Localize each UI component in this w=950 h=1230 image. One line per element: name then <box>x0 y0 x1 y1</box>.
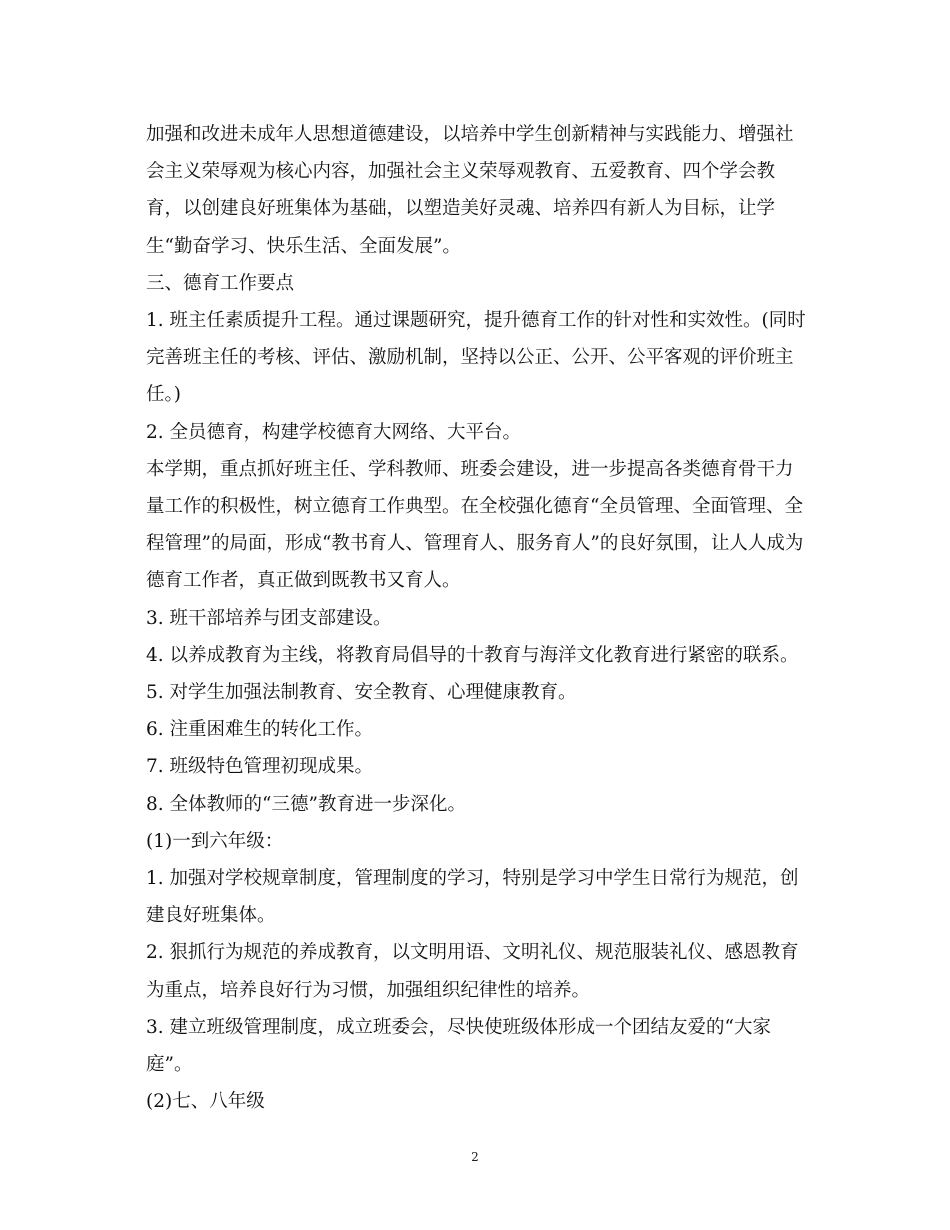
list-item-2: 2. 全员德育，构建学校德育大网络、大平台。 <box>146 421 522 443</box>
list-item-3: 3. 班干部培养与团支部建设。 <box>146 607 392 629</box>
subheading-grades-1-6: (1)一到六年级： <box>146 830 284 852</box>
list-item-8: 8. 全体教师的“三德”教育进一步深化。 <box>146 793 466 815</box>
list-item-5: 5. 对学生加强法制教育、安全教育、心理健康教育。 <box>146 682 577 704</box>
grade-item-1: 1. 加强对学校规章制度，管理制度的学习，特别是学习中学生日常行为规范，创建良好班集体。 <box>146 868 799 927</box>
section-heading-moral-education-points: 三、德育工作要点 <box>146 272 295 294</box>
list-item-4: 4. 以养成教育为主线，将教育局倡导的十教育与海洋文化教育进行紧密的联系。 <box>146 644 799 666</box>
subheading-grades-7-8: (2)七、八年级 <box>146 1091 265 1113</box>
list-item-6: 6. 注重困难生的转化工作。 <box>146 719 374 741</box>
list-item-7: 7. 班级特色管理初现成果。 <box>146 756 374 778</box>
document-body <box>146 116 810 1120</box>
page-number: 2 <box>471 1150 479 1164</box>
list-item-1: 1. 班主任素质提升工程。通过课题研究，提升德育工作的针对性和实效性。(同时完善班主任的考核、评估、激励机制，坚持以公正、公开、公平客观的评价班主任。) <box>146 310 806 406</box>
grade-item-3: 3. 建立班级管理制度，成立班委会，尽快使班级体形成一个团结友爱的“大家庭”。 <box>146 1016 771 1076</box>
paragraph-semester: 本学期，重点抓好班主任、学科教师、班委会建设，进一步提高各类德育骨干力量工作的积极性，树立德育工作典型。在全校强化德育“全员管理、全面管理、全程管理”的局面，形成“教书育人、管理育人、服务育人”的良好氛围，让人人成为德育工作者，真正做到既教书又育人。 <box>146 458 804 592</box>
paragraph-intro: 加强和改进未成年人思想道德建设，以培养中学生创新精神与实践能力、增强社会主义荣辱观为核心内容，加强社会主义荣辱观教育、五爱教育、四个学会教育，以创建良好班集体为基础，以塑造美好灵魂、培养四有新人为目标，让学生“勤奋学习、快乐生活、全面发展”。 <box>146 124 794 257</box>
grade-item-2: 2. 狠抓行为规范的养成教育，以文明用语、文明礼仪、规范服装礼仪、感恩教育为重点，培养良好行为习惯，加强组织纪律性的培养。 <box>146 942 799 1001</box>
